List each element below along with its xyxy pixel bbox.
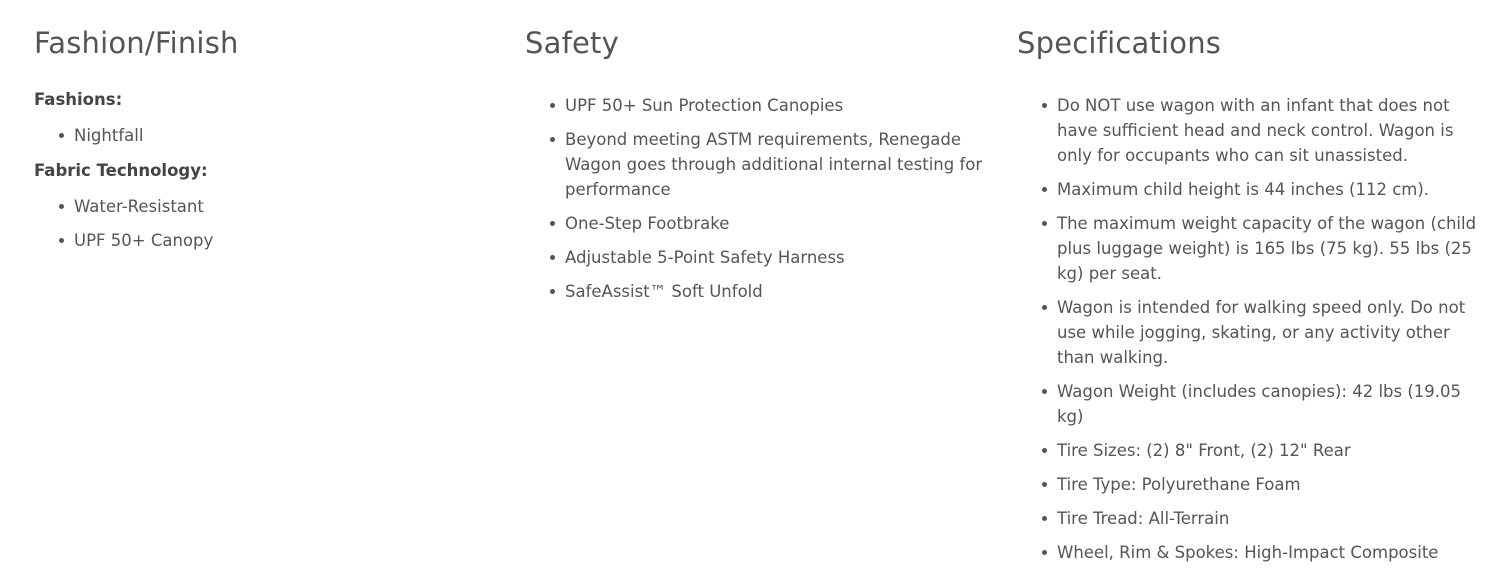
fashions-heading: Fashions: [34,90,123,109]
list-item: Tire Tread: All-Terrain [1057,506,1485,531]
list-item: Water-Resistant [74,194,494,219]
safety-section [525,22,985,316]
list-item: Wheel, Rim & Spokes: High-Impact Composite [1057,540,1485,565]
list-item: SafeAssist™ Soft Unfold [565,279,985,304]
specifications-list [1017,93,1485,565]
safety-title: Safety [525,26,619,60]
fashions-list [34,123,494,148]
specifications-title: Specifications [1017,26,1222,60]
list-item: The maximum weight capacity of the wagon (child plus luggage weight) is 165 lbs (75 kg). 55 lbs (25 kg) per seat. [1057,211,1485,286]
list-item: UPF 50+ Sun Protection Canopies [565,93,985,118]
specifications-section [1017,22,1485,577]
list-item: Adjustable 5-Point Safety Harness [565,245,985,270]
list-item: Wagon Weight (includes canopies): 42 lbs (19.05 kg) [1057,379,1485,429]
fashion-finish-section [34,22,494,265]
list-item: Maximum child height is 44 inches (112 cm). [1057,177,1485,202]
list-item: Tire Sizes: (2) 8" Front, (2) 12" Rear [1057,438,1485,463]
list-item: Tire Type: Polyurethane Foam [1057,472,1485,497]
fabric-technology-heading: Fabric Technology: [34,161,208,180]
safety-list [525,93,985,304]
fashion-finish-title: Fashion/Finish [34,26,239,60]
list-item: UPF 50+ Canopy [74,228,494,253]
list-item: Nightfall [74,123,494,148]
list-item: One-Step Footbrake [565,211,985,236]
list-item: Beyond meeting ASTM requirements, Renegade Wagon goes through additional internal testing for performance [565,127,985,202]
list-item: Wagon is intended for walking speed only. Do not use while jogging, skating, or any activity other than walking. [1057,295,1485,370]
list-item: Do NOT use wagon with an infant that does not have sufficient head and neck control. Wagon is only for occupants who can sit unassisted. [1057,93,1485,168]
fabric-technology-list [34,194,494,253]
